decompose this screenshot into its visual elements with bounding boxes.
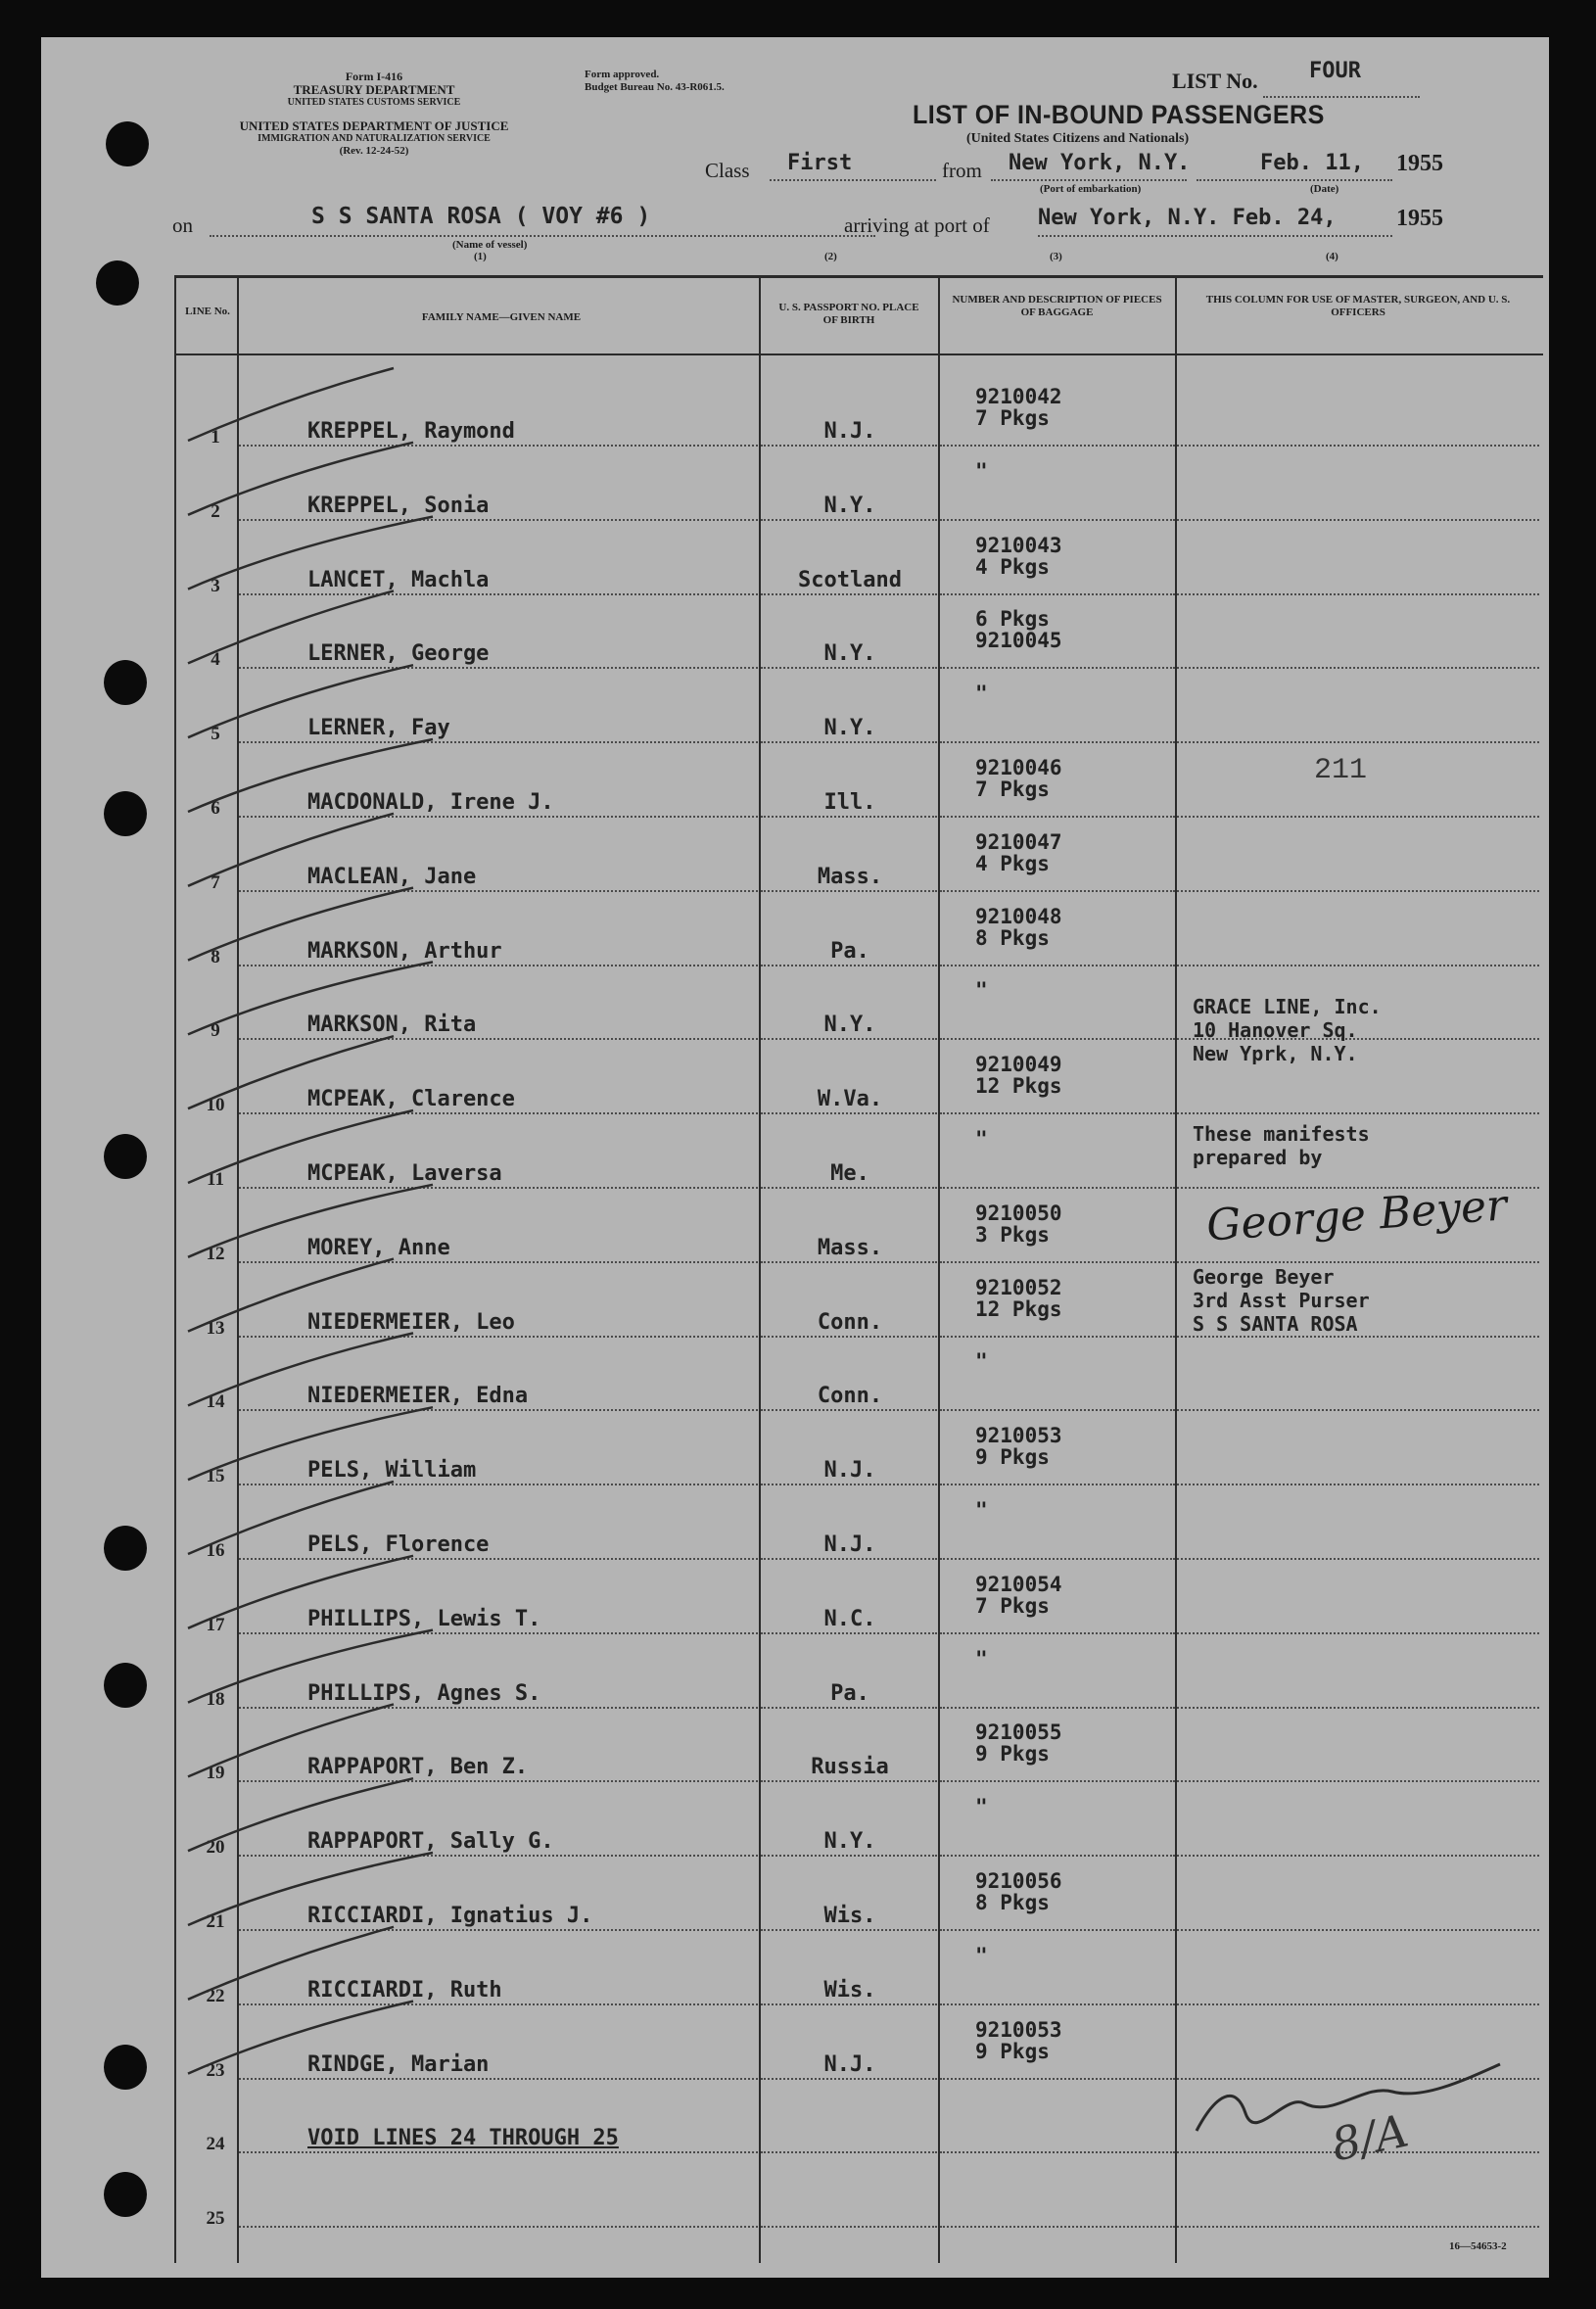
row-baggage-line-1: 9210056	[975, 1869, 1062, 1893]
initial-scribble	[1177, 2054, 1510, 2172]
row-passenger-name: NIEDERMEIER, Leo	[307, 1309, 515, 1335]
tally-stroke	[188, 443, 413, 515]
row-line-number: 23	[206, 2059, 225, 2081]
row-baggage-line-1: "	[975, 1127, 988, 1151]
class-label: Class	[705, 159, 750, 182]
row-baggage-line-2: 9 Pkgs	[975, 1445, 1050, 1470]
col-cap-1: (1)	[474, 251, 487, 262]
row-birthplace: Ill.	[823, 790, 876, 815]
tally-stroke	[188, 368, 394, 441]
row-passenger-name: RAPPAPORT, Ben Z.	[307, 1755, 529, 1780]
row-birthplace: N.Y.	[823, 641, 876, 667]
row-line-number: 1	[211, 427, 220, 448]
row-birthplace: Conn.	[817, 1309, 883, 1335]
tally-stroke	[188, 1704, 394, 1776]
row-baggage-line-2: 9210045	[975, 629, 1062, 653]
header-officers: THIS COLUMN FOR USE OF MASTER, SURGEON, AND U. S. OFFICERS	[1205, 294, 1511, 318]
row-line-number: 14	[206, 1391, 225, 1413]
col-cap-4: (4)	[1326, 251, 1338, 262]
row-baggage-line-1: "	[975, 1795, 988, 1819]
row-baggage-line-1: "	[975, 458, 988, 483]
arrive-year: 1955	[1396, 206, 1443, 231]
from-label: from	[942, 159, 982, 182]
tally-stroke	[188, 1556, 413, 1628]
row-line-number: 4	[211, 649, 220, 671]
signer-line-1: George Beyer	[1193, 1265, 1335, 1289]
row-line-number: 16	[206, 1540, 225, 1561]
row-baggage-line-1: 9210043	[975, 533, 1062, 557]
row-line-number: 19	[206, 1763, 225, 1784]
company-line-3: New Yprk, N.Y.	[1193, 1042, 1358, 1065]
header-line-no: LINE No.	[185, 306, 230, 317]
vessel-caption: (Name of vessel)	[452, 239, 528, 251]
row-line-number: 17	[206, 1614, 225, 1635]
row-baggage-line-2: 7 Pkgs	[975, 406, 1050, 430]
row-line-number: 3	[211, 575, 220, 596]
row-birthplace: W.Va.	[817, 1087, 883, 1112]
tally-stroke	[188, 665, 413, 737]
row-line-number: 12	[206, 1243, 225, 1264]
row-line-number: 6	[211, 798, 220, 819]
signature: George Beyer	[1204, 1180, 1509, 1251]
row-line-number: 22	[206, 1985, 225, 2006]
dept-line-4: IMMIGRATION AND NATURALIZATION SERVICE	[258, 133, 491, 144]
from-port: New York, N.Y.	[1009, 151, 1191, 175]
page-title: LIST OF IN-BOUND PASSENGERS	[913, 100, 1325, 129]
row-passenger-name: RICCIARDI, Ignatius J.	[307, 1904, 593, 1928]
row-baggage-line-1: 9210049	[975, 1053, 1062, 1077]
row-baggage-line-2: 9 Pkgs	[975, 1742, 1050, 1767]
row-baggage-line-2: 4 Pkgs	[975, 851, 1050, 875]
row-baggage-line-1: "	[975, 1349, 988, 1374]
row-baggage-line-1: 9210050	[975, 1201, 1062, 1225]
prepared-line-1: These manifests	[1193, 1122, 1370, 1146]
tally-stroke	[188, 2002, 413, 2074]
col-cap-3: (3)	[1050, 251, 1062, 262]
manifest-page	[41, 37, 1549, 2278]
row-passenger-name: MCPEAK, Clarence	[307, 1087, 515, 1112]
row-line-number: 10	[206, 1095, 225, 1116]
dept-line-5: (Rev. 12-24-52)	[339, 145, 409, 157]
header-baggage: NUMBER AND DESCRIPTION OF PIECES OF BAGGAGE	[952, 294, 1162, 318]
row-line-number: 7	[211, 872, 220, 893]
row-baggage-line-1: 9210042	[975, 385, 1062, 408]
row-birthplace: Scotland	[798, 567, 902, 592]
date-caption: (Date)	[1310, 183, 1339, 195]
row-birthplace: N.Y.	[823, 716, 876, 741]
tally-stroke	[188, 1036, 394, 1108]
row-line-number: 2	[211, 500, 220, 522]
row-baggage-line-1: "	[975, 1498, 988, 1522]
list-no-value: FOUR	[1309, 59, 1361, 83]
row-birthplace: N.Y.	[823, 1013, 876, 1038]
row-line-number: 5	[211, 724, 220, 745]
row-birthplace: Russia	[811, 1755, 889, 1780]
tally-stroke	[188, 739, 433, 812]
row-birthplace: Conn.	[817, 1384, 883, 1409]
tally-stroke	[188, 888, 413, 961]
row-baggage-line-2: 12 Pkgs	[975, 1296, 1062, 1321]
row-baggage-line-1: 9210054	[975, 1572, 1062, 1596]
row-baggage-line-2: 9 Pkgs	[975, 2039, 1050, 2063]
row-line-number: 20	[206, 1837, 225, 1859]
row-passenger-name: MCPEAK, Laversa	[307, 1161, 502, 1186]
class-value: First	[787, 151, 853, 175]
row-baggage-line-1: 6 Pkgs	[975, 607, 1050, 632]
row-birthplace: Me.	[830, 1161, 869, 1186]
row-line-number: 8	[211, 946, 220, 967]
row-baggage-line-1: "	[975, 682, 988, 706]
row-baggage-line-1: 9210046	[975, 756, 1062, 779]
row-birthplace: Pa.	[830, 938, 869, 964]
from-year: 1955	[1396, 151, 1443, 176]
approval-note: Form approved.	[585, 69, 660, 80]
page-subtitle: (United States Citizens and Nationals)	[966, 131, 1190, 146]
dept-line-3: UNITED STATES DEPARTMENT OF JUSTICE	[239, 118, 509, 133]
row-passenger-name: MACLEAN, Jane	[307, 864, 477, 889]
row-baggage-line-2: 8 Pkgs	[975, 1891, 1050, 1914]
row-line-number: 9	[211, 1020, 220, 1042]
col-cap-2: (2)	[824, 251, 837, 262]
row-birthplace: Pa.	[830, 1680, 869, 1706]
row-baggage-line-2: 7 Pkgs	[975, 1593, 1050, 1618]
row-baggage-line-2: 7 Pkgs	[975, 778, 1050, 801]
row-passenger-name: LERNER, George	[307, 641, 490, 667]
row-birthplace: Wis.	[823, 1977, 876, 2003]
row-passenger-name: RINDGE, Marian	[307, 2051, 490, 2077]
number-211: 211	[1314, 754, 1368, 787]
row-birthplace: Wis.	[823, 1904, 876, 1928]
row-baggage-line-1: "	[975, 978, 988, 1003]
signer-line-2: 3rd Asst Purser	[1193, 1289, 1370, 1312]
row-line-number: 21	[206, 1911, 225, 1932]
row-baggage-line-1: 9210053	[975, 2017, 1062, 2042]
row-passenger-name: PELS, William	[307, 1458, 477, 1484]
row-baggage-line-1: 9210048	[975, 904, 1062, 928]
row-passenger-name: LERNER, Fay	[307, 716, 450, 741]
dept-line-2: UNITED STATES CUSTOMS SERVICE	[287, 97, 461, 108]
tally-stroke	[188, 1407, 433, 1480]
row-birthplace: N.J.	[823, 419, 876, 444]
row-birthplace: N.J.	[823, 1532, 876, 1557]
tally-stroke	[188, 1185, 433, 1257]
list-no-label: LIST No.	[1172, 69, 1258, 93]
prepared-line-2: prepared by	[1193, 1146, 1323, 1169]
from-date: Feb. 11,	[1260, 151, 1364, 175]
budget-bureau-note: Budget Bureau No. 43-R061.5.	[585, 81, 725, 93]
tally-stroke	[188, 517, 433, 589]
row-baggage-line-1: "	[975, 1646, 988, 1671]
row-baggage-line-2: 12 Pkgs	[975, 1074, 1062, 1099]
tally-stroke	[188, 1259, 394, 1332]
company-line-2: 10 Hanover Sq.	[1193, 1018, 1358, 1042]
row-line-number: 18	[206, 1688, 225, 1710]
row-baggage-line-1: 9210052	[975, 1275, 1062, 1299]
row-birthplace: Mass.	[817, 864, 883, 889]
row-passenger-name: PHILLIPS, Agnes S.	[307, 1680, 541, 1706]
row-passenger-name: KREPPEL, Raymond	[307, 419, 515, 444]
row-birthplace: N.Y.	[823, 493, 876, 518]
tally-stroke	[188, 1110, 413, 1183]
row-birthplace: N.Y.	[823, 1829, 876, 1855]
tally-stroke	[188, 814, 394, 886]
form-number: Form I-416	[345, 70, 403, 83]
row-passenger-name: LANCET, Machla	[307, 567, 490, 592]
tally-stroke	[188, 1853, 433, 1925]
row-passenger-name: MOREY, Anne	[307, 1235, 450, 1260]
company-line-1: GRACE LINE, Inc.	[1193, 995, 1382, 1018]
row-passenger-name: RAPPAPORT, Sally G.	[307, 1829, 554, 1855]
row-passenger-name: NIEDERMEIER, Edna	[307, 1384, 529, 1409]
row-line-number: 13	[206, 1317, 225, 1339]
row-line-number: 15	[206, 1466, 225, 1487]
arriving-label: arriving at port of	[844, 213, 990, 237]
arrive-port: New York, N.Y. Feb. 24,	[1038, 206, 1337, 230]
tally-stroke	[188, 962, 433, 1034]
tally-stroke	[188, 1333, 413, 1405]
row-baggage-line-1: "	[975, 1943, 988, 1967]
tally-stroke	[188, 1778, 413, 1851]
row-baggage-line-1: 9210047	[975, 829, 1062, 854]
row-baggage-line-1: 9210055	[975, 1720, 1062, 1745]
row-passenger-name: MARKSON, Arthur	[307, 938, 502, 964]
row-passenger-name: MACDONALD, Irene J.	[307, 790, 554, 815]
dept-line-1: TREASURY DEPARTMENT	[293, 82, 455, 97]
tally-stroke	[188, 1482, 394, 1554]
tally-stroke	[188, 1927, 394, 2000]
footer-code: 16—54653-2	[1449, 2240, 1507, 2252]
row-baggage-line-2: 8 Pkgs	[975, 925, 1050, 950]
row-birthplace: Mass.	[817, 1235, 883, 1260]
row-passenger-name: MARKSON, Rita	[307, 1013, 477, 1038]
row-passenger-name: PELS, Florence	[307, 1532, 490, 1557]
port-caption: (Port of embarkation)	[1040, 183, 1142, 195]
row-passenger-name: KREPPEL, Sonia	[307, 493, 490, 518]
on-label: on	[172, 213, 193, 237]
vessel-name: S S SANTA ROSA ( VOY #6 )	[311, 204, 651, 229]
row-line-number: 11	[207, 1169, 224, 1190]
row-line-number: 25	[206, 2208, 225, 2230]
row-baggage-line-1: 9210053	[975, 1424, 1062, 1448]
header-name: FAMILY NAME—GIVEN NAME	[421, 311, 582, 323]
header-passport: U. S. PASSPORT NO. PLACE OF BIRTH	[778, 302, 919, 326]
row-line-number: 24	[206, 2134, 225, 2155]
tally-stroke	[188, 590, 394, 663]
tally-strokes	[41, 37, 1549, 2278]
row-baggage-line-2: 4 Pkgs	[975, 554, 1050, 579]
row-passenger-name: RICCIARDI, Ruth	[307, 1977, 502, 2003]
signer-line-3: S S SANTA ROSA	[1193, 1312, 1358, 1336]
row-birthplace: N.J.	[823, 1458, 876, 1484]
row-passenger-name: PHILLIPS, Lewis T.	[307, 1606, 541, 1631]
row-passenger-name: VOID LINES 24 THROUGH 25	[307, 2126, 619, 2151]
row-baggage-line-2: 3 Pkgs	[975, 1222, 1050, 1247]
row-birthplace: N.C.	[823, 1606, 876, 1631]
row-birthplace: N.J.	[823, 2051, 876, 2077]
initial-mark: 8/A	[1327, 2103, 1413, 2172]
tally-stroke	[188, 1630, 433, 1703]
